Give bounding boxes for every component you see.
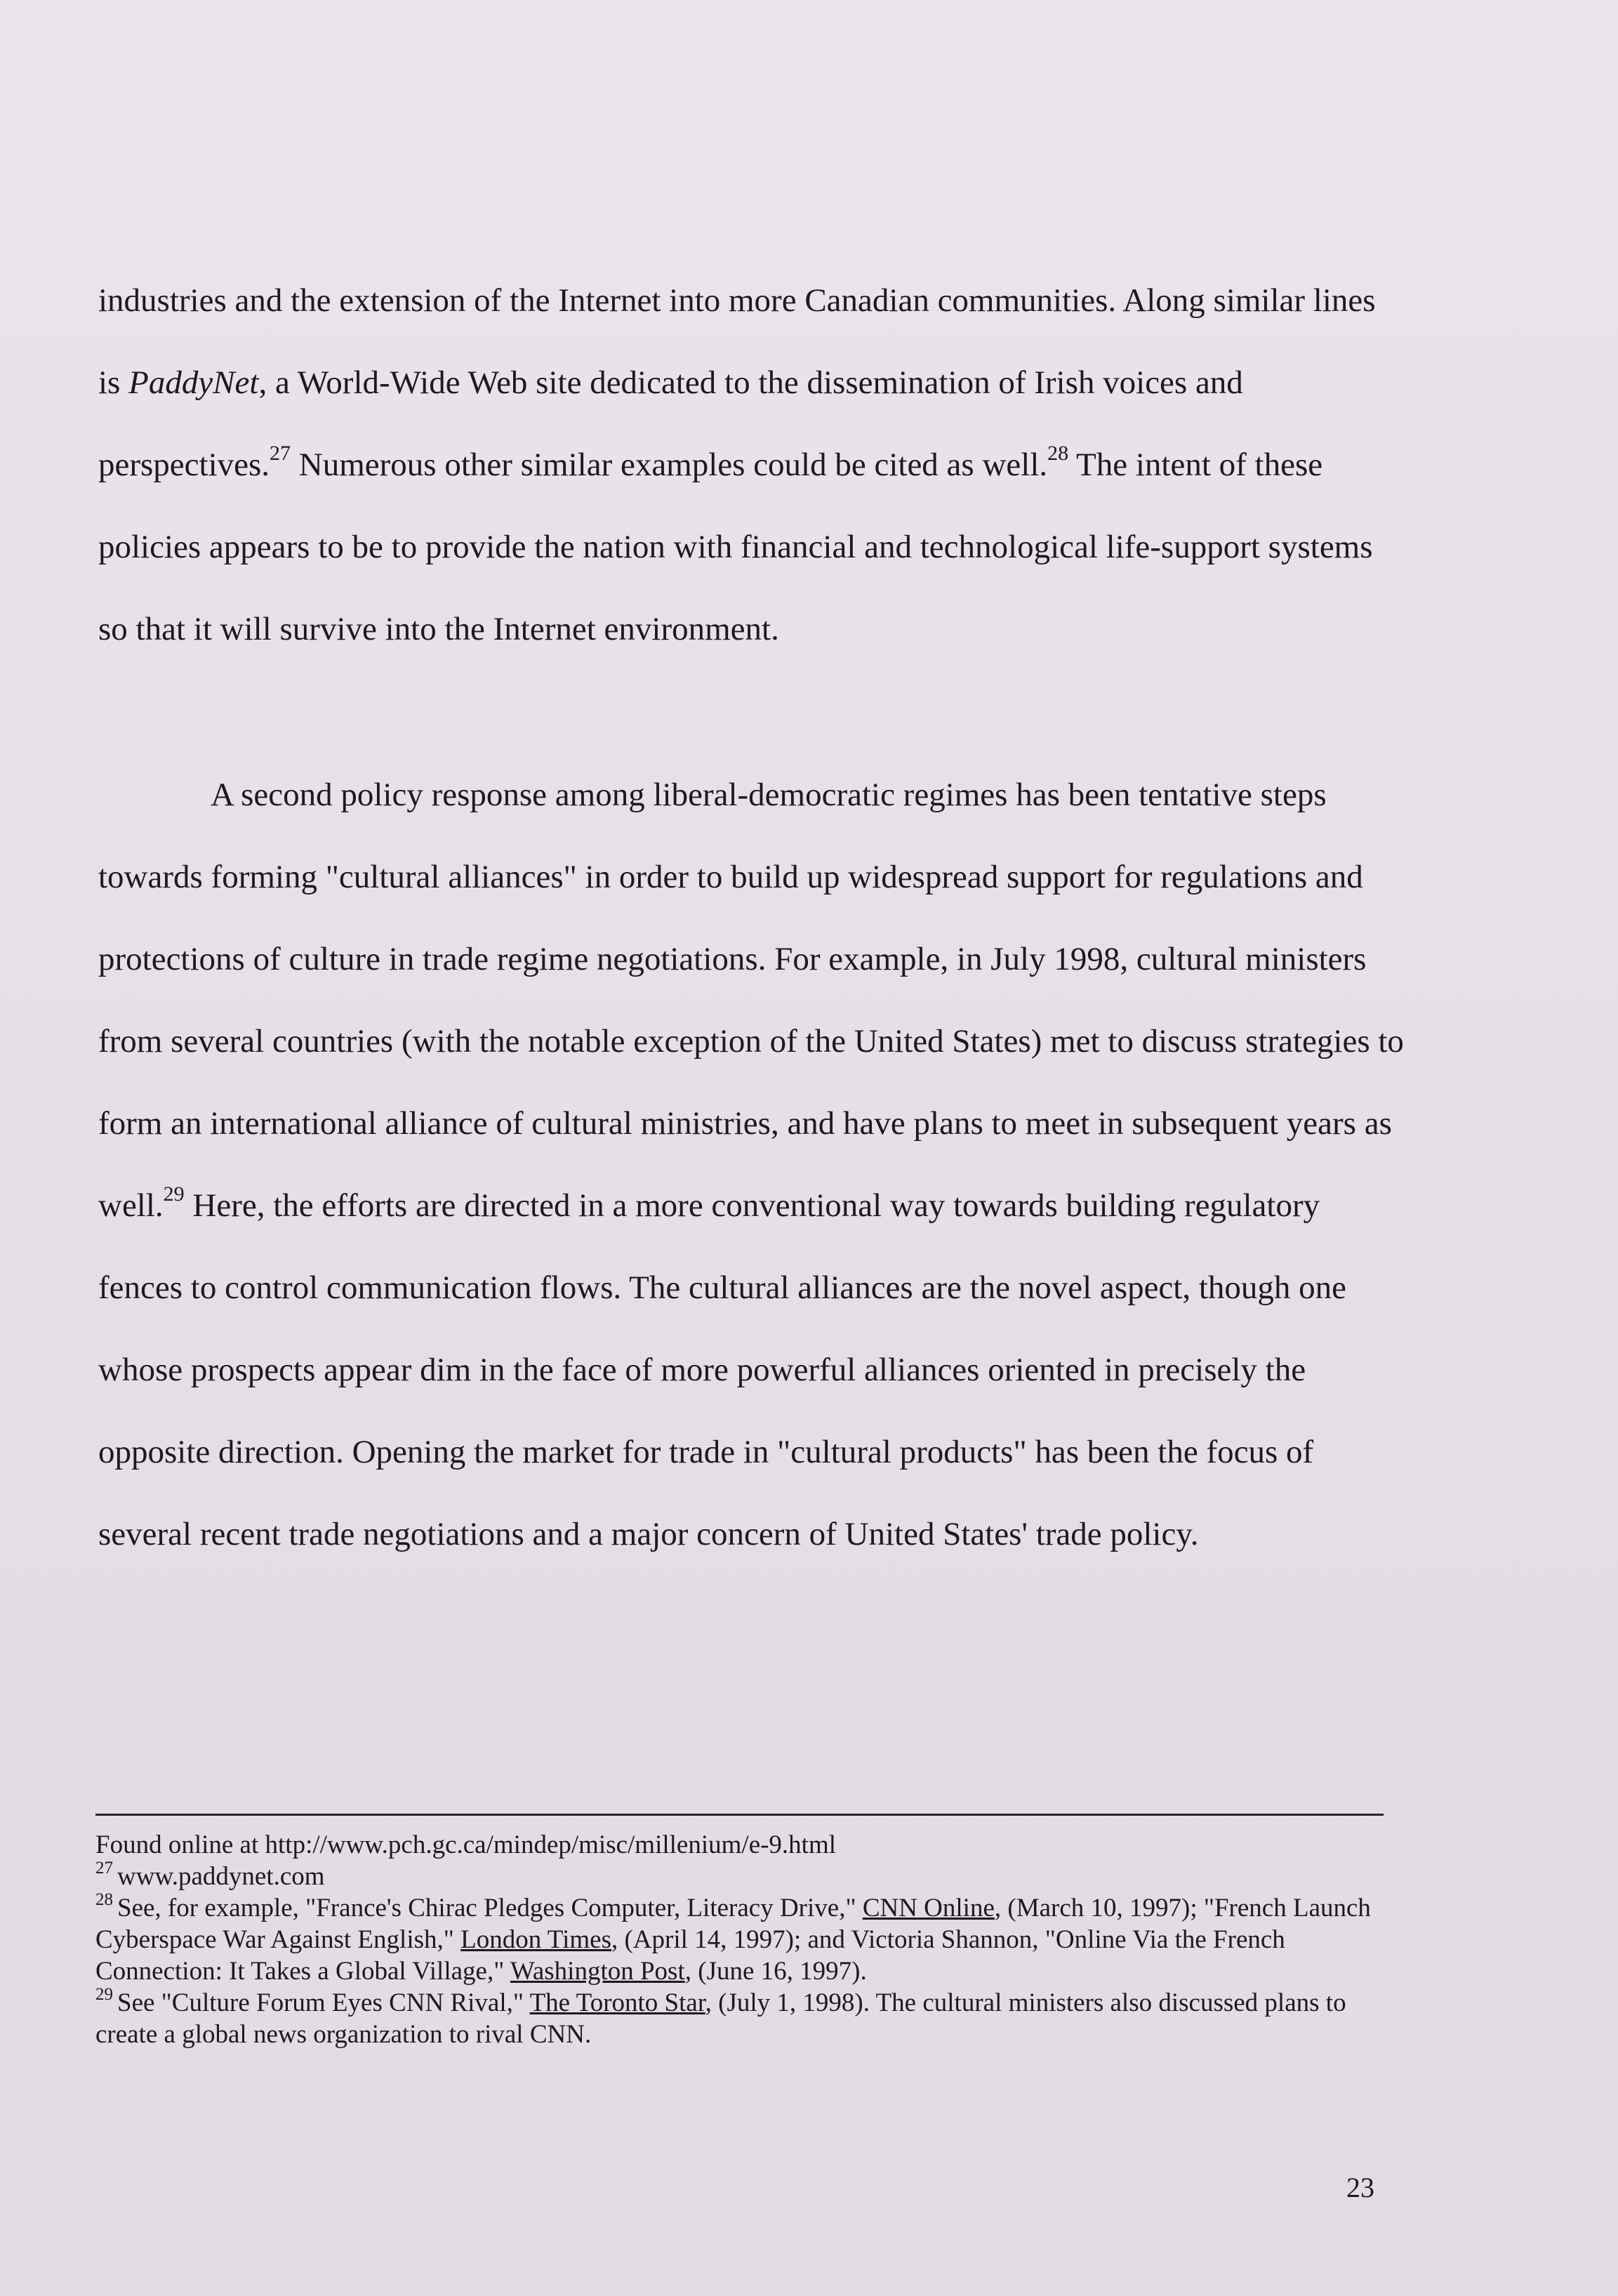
footnote-number: 27	[95, 1859, 113, 1878]
footnote-29	[95, 1987, 1408, 2050]
footnote-ref-29: 29	[163, 1182, 185, 1206]
paragraph-1	[98, 260, 1404, 671]
footnote-ref-27: 27	[270, 442, 291, 465]
footnote-27	[95, 1861, 1408, 1892]
paragraph-1-text: , a World-Wide Web site dedicated to the dissemination of Irish voices and perspectives.	[98, 364, 1243, 483]
paragraph-2	[98, 754, 1404, 1576]
footnote-text: , (April 14, 1997); and Victoria Shannon, "Online Via the French Connection: It Takes a Global Village,"	[95, 1925, 1285, 1986]
source-title: Washington Post	[510, 1957, 685, 1986]
paragraph-1-text: industries and the extension of the Internet into more Canadian communities. Along similar lines is	[98, 282, 1376, 401]
footnote-text: See "Culture Forum Eyes CNN Rival,"	[117, 1988, 530, 2017]
page-number: 23	[1346, 2172, 1374, 2203]
footnote-ref-28: 28	[1047, 442, 1069, 465]
footnote-number: 29	[95, 1985, 113, 2004]
footnote-text: , (March 10, 1997); "French Launch Cyberspace War Against English,"	[95, 1894, 1371, 1954]
paragraph-1-text: Numerous other similar examples could be cited as well.	[291, 447, 1048, 483]
source-title: CNN Online	[862, 1894, 995, 1922]
source-title: London Times	[460, 1925, 611, 1954]
source-title: The Toronto Star	[529, 1988, 705, 2017]
footnote-text: www.paddynet.com	[117, 1862, 325, 1891]
footnote-28	[95, 1892, 1408, 1987]
footnotes	[95, 1829, 1408, 2050]
paragraph-2-text: Here, the efforts are directed in a more conventional way towards building regulatory fences to control communication flows. The cultural alliances are the novel aspect, though one whose prospects appear dim in the face of more powerful alliances oriented in precisely the opposite direction. Opening the market for trade in "cultural products" has been the focus of several recent trade negotiations and a major concern of United States' trade policy.	[98, 1187, 1347, 1552]
footnote-number: 28	[95, 1890, 113, 1909]
footnote-text: , (June 16, 1997).	[684, 1957, 867, 1986]
paragraph-2-text: A second policy response among liberal-democratic regimes has been tentative steps towards forming "cultural alliances" in order to build up widespread support for regulations and protections of culture in trade regime negotiations. For example, in July 1998, cultural ministers from several countries (with the notable exception of the United States) met to discuss strategies to form an international alliance of cultural ministries, and have plans to meet in subsequent years as well.	[98, 777, 1404, 1224]
body-text	[98, 260, 1404, 1576]
paddynet-italic: PaddyNet	[128, 364, 259, 401]
footnote-text: See, for example, "France's Chirac Pledges Computer, Literacy Drive,"	[117, 1894, 863, 1922]
paragraph-1-text: The intent of these policies appears to be to provide the nation with financial and technological life-support systems so that it will survive into the Internet environment.	[98, 447, 1373, 647]
footnote-separator	[95, 1814, 1384, 1816]
footnote-continuation: Found online at http://www.pch.gc.ca/mindep/misc/millenium/e-9.html	[95, 1830, 837, 1859]
footnote-text: , (July 1, 1998). The cultural ministers also discussed plans to create a global news organization to rival CNN.	[95, 1988, 1346, 2049]
